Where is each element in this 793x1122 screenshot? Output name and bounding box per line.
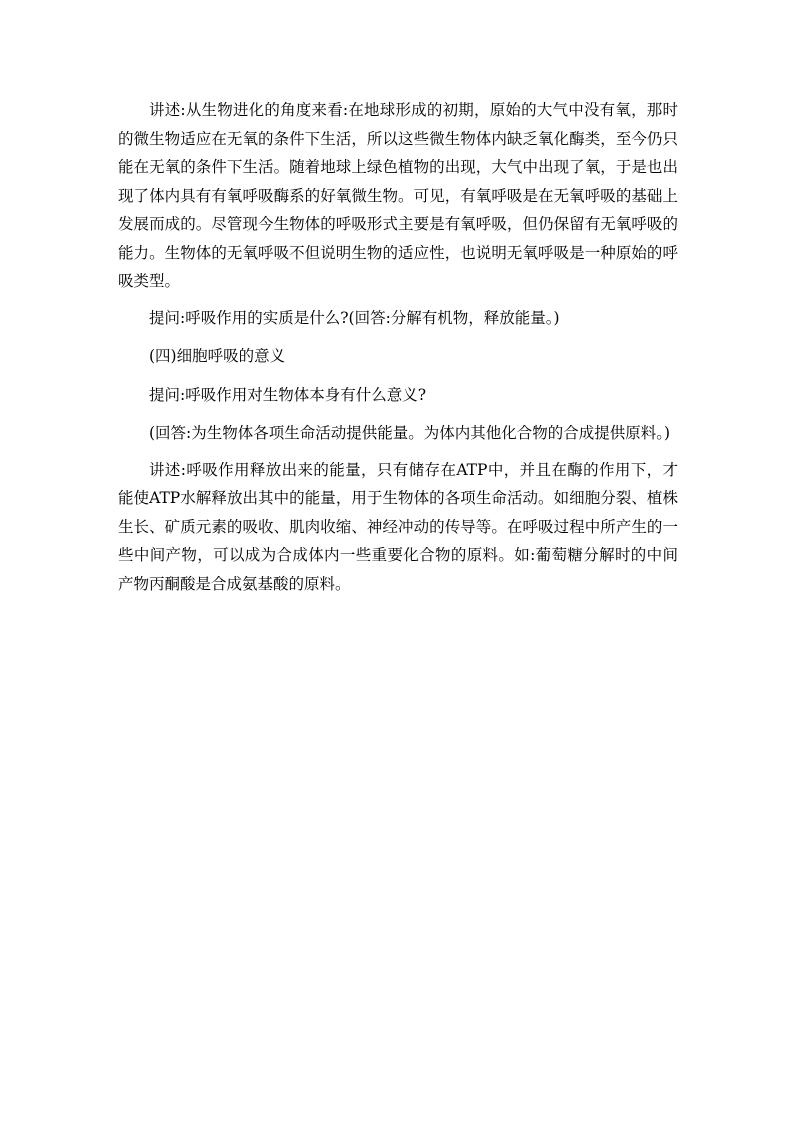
paragraph-evolution-lecture: 讲述:从生物进化的角度来看:在地球形成的初期，原始的大气中没有氧，那时的微生物适应在无氧的条件下生活，所以这些微生物体内缺乏氧化酶类，至今仍只能在无氧的条件下生活。随着地球上绿色植物的出现，大气中出现了氧，于是也出现了体内具有有氧呼吸酶系的好氧微生物。可见，有氧呼吸是在无氧呼吸的基础上发展而成的。尽管现今生物体的呼吸形式主要是有氧呼吸，但仍保留有无氧呼吸的能力。生物体的无氧呼吸不但说明生物的适应性，也说明无氧呼吸是一种原始的呼吸类型。 [118,101,678,290]
paragraph-answer-significance: (回答:为生物体各项生命活动提供能量。为体内其他化合物的合成提供原料。) [149,424,671,442]
section-heading-significance: (四)细胞呼吸的意义 [149,347,286,365]
paragraph-question-essence: 提问:呼吸作用的实质是什么?(回答:分解有机物，释放能量。) [149,308,560,327]
paragraph-atp-lecture: 讲述:呼吸作用释放出来的能量，只有储存在ATP中，并且在酶的作用下，才能使ATP水解释放出其中的能量，用于生物体的各项生命活动。如细胞分裂、植株生长、矿质元素的吸收、肌肉收缩、神经冲动的传导等。在呼吸过程中所产生的一些中间产物，可以成为合成体内一些重要化合物的原料。如:葡萄糖分解时的中间产物丙酮酸是合成氨基酸的原料。 [118,460,678,593]
document-body [118,96,678,598]
paragraph-question-significance: 提问:呼吸作用对生物体本身有什么意义? [149,385,427,404]
